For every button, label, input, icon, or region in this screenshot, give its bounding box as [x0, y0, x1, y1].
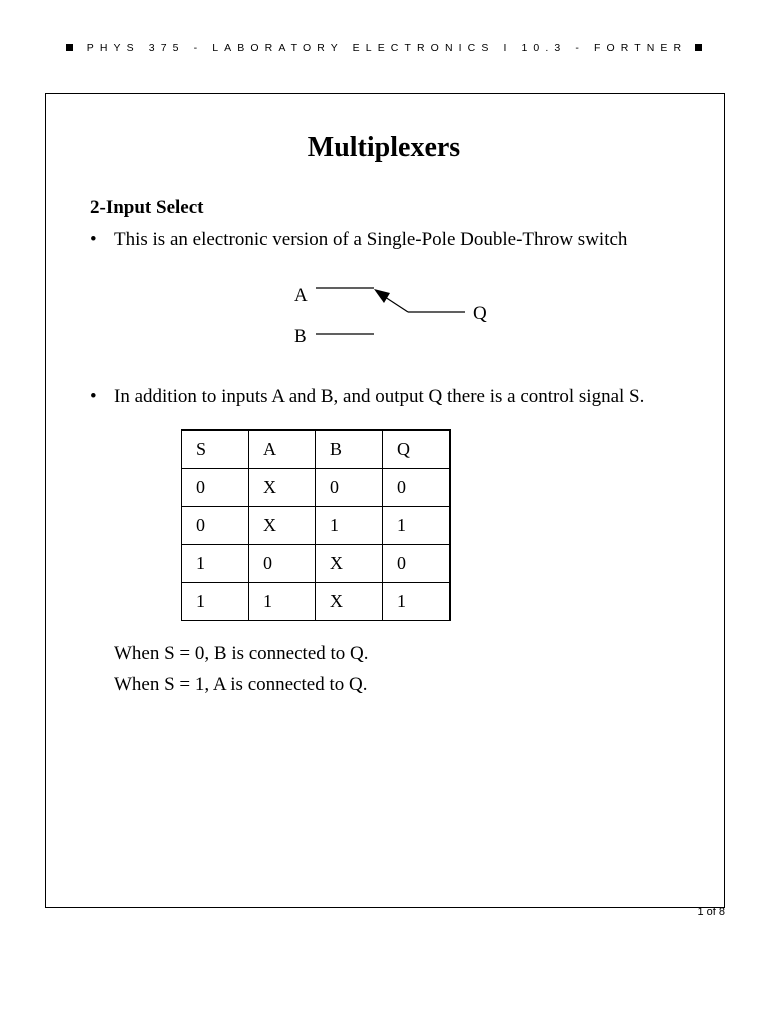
- column-header: Q: [383, 430, 450, 468]
- table-cell: 0: [383, 544, 450, 582]
- column-header: A: [249, 430, 316, 468]
- table-cell: 0: [316, 468, 383, 506]
- table-cell: 1: [249, 582, 316, 620]
- table-cell: X: [316, 582, 383, 620]
- bullet-marker: •: [90, 229, 97, 250]
- table-cell: X: [249, 468, 316, 506]
- table-cell: 0: [249, 544, 316, 582]
- bullet-text: In addition to inputs A and B, and output Q there is a control signal S.: [114, 386, 645, 407]
- section-heading: 2-Input Select: [90, 197, 204, 218]
- square-bullet-icon: [66, 44, 73, 51]
- truth-table: [181, 429, 451, 621]
- table-cell: X: [249, 506, 316, 544]
- running-header: [0, 42, 768, 54]
- table-cell: 1: [316, 506, 383, 544]
- switch-arrowhead-icon: [374, 289, 390, 303]
- table-cell: 1: [383, 506, 450, 544]
- bullet-marker: •: [90, 386, 97, 407]
- table-cell: 1: [383, 582, 450, 620]
- square-bullet-icon: [695, 44, 702, 51]
- spdt-switch-diagram: [280, 275, 510, 355]
- switch-label-a: A: [294, 285, 308, 306]
- note-text: When S = 0, B is connected to Q.: [114, 643, 369, 664]
- bullet-item: [90, 385, 644, 409]
- bullet-item: [90, 228, 627, 252]
- page-number: 1 of 8: [697, 906, 725, 918]
- note-text: When S = 1, A is connected to Q.: [114, 674, 368, 695]
- table-row: [182, 544, 450, 582]
- table-cell: 0: [383, 468, 450, 506]
- table-cell: X: [316, 544, 383, 582]
- column-header: S: [182, 430, 249, 468]
- table-cell: 1: [182, 544, 249, 582]
- bullet-text: This is an electronic version of a Single-Pole Double-Throw switch: [114, 229, 628, 250]
- switch-label-b: B: [294, 326, 307, 347]
- table-row: [182, 506, 450, 544]
- page-title: Multiplexers: [307, 132, 461, 163]
- table-row: [182, 468, 450, 506]
- switch-label-q: Q: [473, 303, 487, 324]
- column-header: B: [316, 430, 383, 468]
- table-cell: 0: [182, 468, 249, 506]
- running-header-text: PHYS 375 - LABORATORY ELECTRONICS I 10.3 - FORTNER: [86, 42, 688, 54]
- table-cell: 1: [182, 582, 249, 620]
- table-header-row: [182, 430, 450, 468]
- table-row: [182, 582, 450, 620]
- table-cell: 0: [182, 506, 249, 544]
